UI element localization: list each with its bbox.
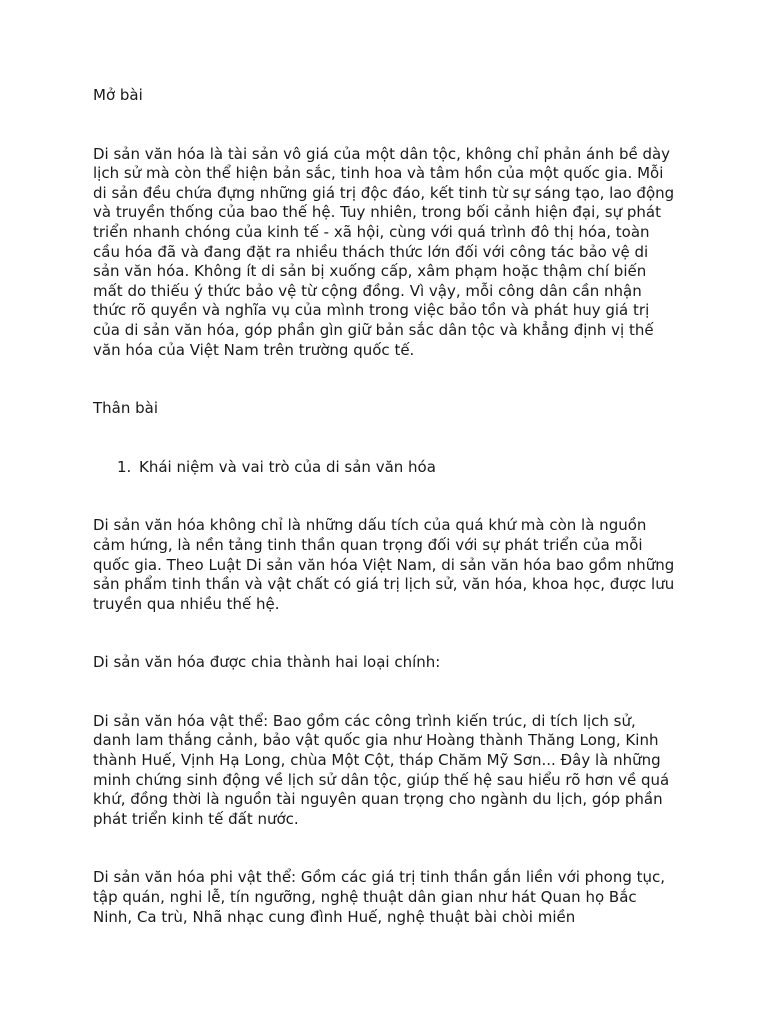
concept-paragraph: Di sản văn hóa không chỉ là những dấu tích của quá khứ mà còn là nguồn cảm hứng, là nền tảng tinh thần quan trọng đối với sự phát triển của mỗi quốc gia. Theo Luật Di sản văn hóa Việt Nam, di sản văn hóa bao gồm những sản phẩm tinh thần và vật chất có giá trị lịch sử, văn hóa, khoa học, được lưu truyền qua nhiều thế hệ.: [93, 516, 675, 613]
tangible-heritage-paragraph: Di sản văn hóa vật thể: Bao gồm các công trình kiến trúc, di tích lịch sử, danh lam thắng cảnh, bảo vật quốc gia như Hoàng thành Thăng Long, Kinh thành Huế, Vịnh Hạ Long, chùa Một Cột, tháp Chăm Mỹ Sơn... Đây là những minh chứng sinh động về lịch sử dân tộc, giúp thế hệ sau hiểu rõ hơn về quá khứ, đồng thời là nguồn tài nguyên quan trọng cho ngành du lịch, góp phần phát triển kinh tế đất nước.: [93, 711, 670, 828]
list-item-text: Khái niệm và vai trò của di sản văn hóa: [139, 457, 436, 476]
intro-heading: Mở bài: [93, 86, 143, 104]
types-intro-paragraph: Di sản văn hóa được chia thành hai loại chính:: [93, 653, 441, 672]
list-item-number: 1.: [117, 457, 132, 476]
intro-paragraph: Di sản văn hóa là tài sản vô giá của một dân tộc, không chỉ phản ánh bề dày lịch sử mà còn thể hiện bản sắc, tinh hoa và tâm hồn của một quốc gia. Mỗi di sản đều chứa đựng những giá trị độc đáo, kết tinh từ sự sáng tạo, lao động và truyền thống của bao thế hệ. Tuy nhiên, trong bối cảnh hiện đại, sự phát triển nhanh chóng của kinh tế - xã hội, cùng với quá trình đô thị hóa, toàn cầu hóa đã và đang đặt ra nhiều thách thức lớn đối với công tác bảo vệ di sản văn hóa. Không ít di sản bị xuống cấp, xâm phạm hoặc thậm chí biến mất do thiếu ý thức bảo vệ từ cộng đồng. Vì vậy, mỗi công dân cần nhận thức rõ quyền và nghĩa vụ của mình trong việc bảo tồn và phát huy giá trị của di sản văn hóa, góp phần gìn giữ bản sắc dân tộc và khẳng định vị thế văn hóa của Việt Nam trên trường quốc tế.: [93, 144, 675, 359]
intangible-heritage-paragraph: Di sản văn hóa phi vật thể: Gồm các giá trị tinh thần gắn liền với phong tục, tập quán, nghi lễ, tín ngưỡng, nghệ thuật dân gian như hát Quan họ Bắc Ninh, Ca trù, Nhã nhạc cung đình Huế, nghệ thuật bài chòi miền: [93, 868, 666, 926]
body-heading: Thân bài: [93, 399, 159, 418]
numbered-list: [93, 458, 676, 478]
list-item: [93, 458, 676, 478]
